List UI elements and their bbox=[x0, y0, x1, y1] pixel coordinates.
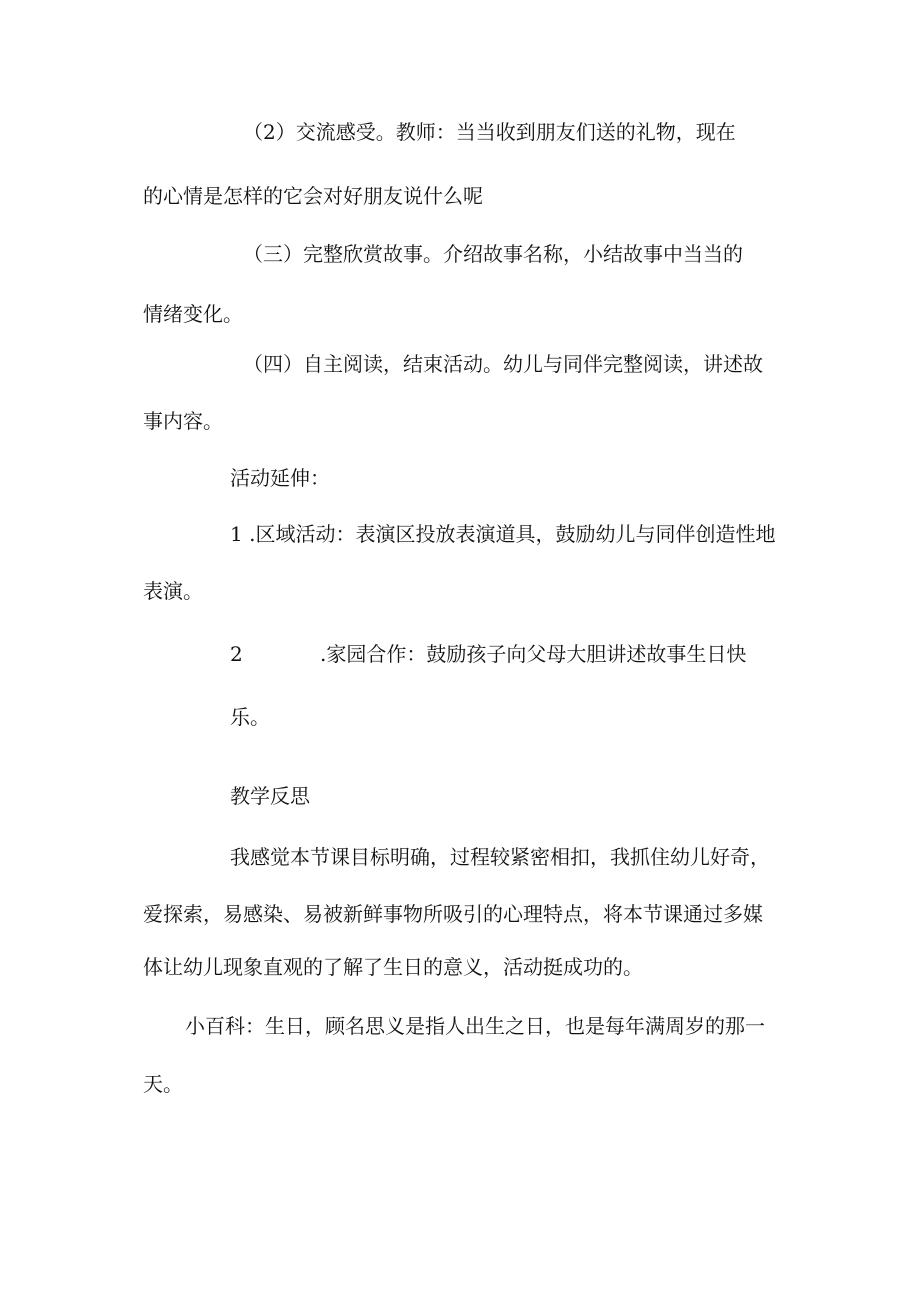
paragraph-line: 我感觉本节课目标明确，过程较紧密相扣，我抓住幼儿好奇， bbox=[230, 845, 770, 869]
paragraph-line: 事内容。 bbox=[143, 409, 223, 433]
paragraph-line: 的心情是怎样的它会对好朋友说什么呢 bbox=[143, 184, 483, 208]
paragraph-line: （四）自主阅读，结束活动。幼儿与同伴完整阅读，讲述故 bbox=[243, 352, 763, 376]
paragraph-line: 乐。 bbox=[230, 705, 270, 729]
list-text: .家园合作：鼓励孩子向父母大胆讲述故事生日快 bbox=[320, 642, 747, 666]
paragraph-line: 体让幼儿现象直观的了解了生日的意义，活动挺成功的。 bbox=[143, 955, 643, 979]
section-heading: 教学反思 bbox=[230, 784, 310, 808]
paragraph-line: 小百科：生日，顾名思义是指人出生之日，也是每年满周岁的那一 bbox=[185, 1014, 765, 1038]
paragraph-line: （三）完整欣赏故事。介绍故事名称，小结故事中当当的 bbox=[243, 242, 743, 266]
paragraph-line: 天。 bbox=[143, 1072, 183, 1096]
paragraph-line: 表演。 bbox=[143, 579, 203, 603]
list-item bbox=[230, 640, 746, 668]
paragraph-line: （2）交流感受。教师：当当收到朋友们送的礼物，现在 bbox=[243, 120, 736, 144]
list-item: 1 .区域活动：表演区投放表演道具，鼓励幼儿与同伴创造性地 bbox=[230, 522, 776, 546]
paragraph-line: 情绪变化。 bbox=[143, 302, 243, 326]
section-heading: 活动延伸： bbox=[230, 466, 330, 490]
paragraph-line: 爱探索，易感染、易被新鲜事物所吸引的心理特点，将本节课通过多媒 bbox=[143, 902, 763, 926]
list-number: 2 bbox=[230, 642, 243, 666]
